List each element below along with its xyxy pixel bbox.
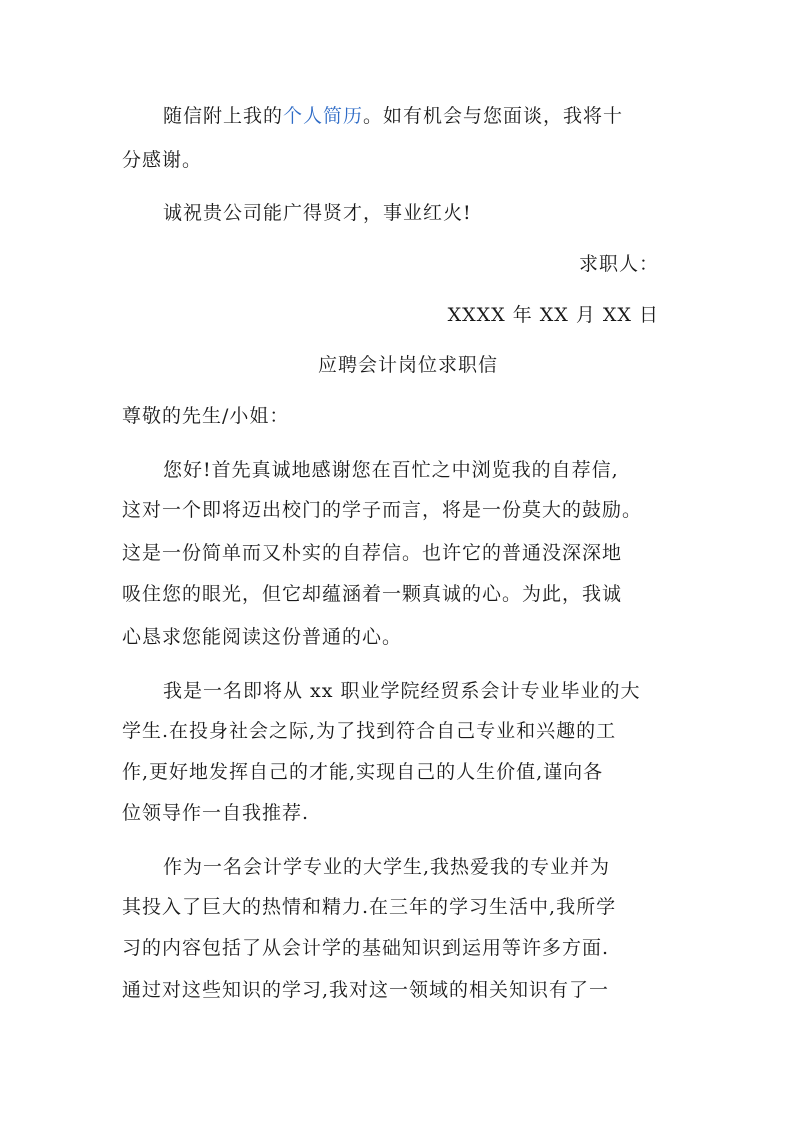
paragraph-line: 作为一名会计学专业的大学生,我热爱我的专业并为: [163, 856, 611, 878]
date-line: XXXX 年 XX 月 XX 日: [447, 304, 659, 326]
letter-title: 应聘会计岗位求职信: [318, 354, 499, 376]
paragraph-line: 我是一名即将从 xx 职业学院经贸系会计专业毕业的大: [163, 680, 641, 702]
paragraph-line: 这是一份简单而又朴实的自荐信。也许它的普通没深深地: [122, 542, 623, 564]
salutation: 尊敬的先生/小姐：: [122, 405, 290, 427]
closing-wish: 诚祝贵公司能广得贤才，事业红火!: [163, 202, 472, 224]
paragraph-attachment-line-1: [163, 104, 623, 128]
attachment-text-before: 随信附上我的: [163, 105, 284, 127]
paragraph-line: 这对一个即将迈出校门的学子而言，将是一份莫大的鼓励。: [122, 499, 643, 521]
paragraph-line: 通过对这些知识的学习,我对这一领域的相关知识有了一: [122, 979, 610, 1001]
paragraph-line: 您好!首先真诚地感谢您在百忙之中浏览我的自荐信,: [163, 459, 619, 481]
paragraph-line: 其投入了巨大的热情和精力.在三年的学习生活中,我所学: [122, 896, 617, 918]
paragraph-line: 位领导作一自我推荐.: [122, 802, 310, 824]
paragraph-attachment-line-2: 分感谢。: [122, 149, 203, 171]
paragraph-line: 吸住您的眼光，但它却蕴涵着一颗真诚的心。为此，我诚: [122, 583, 623, 605]
paragraph-line: 作,更好地发挥自己的才能,实现自己的人生价值,谨向各: [122, 761, 604, 783]
resume-link[interactable]: 个人简历: [283, 105, 364, 127]
attachment-text-after: 。如有机会与您面谈，我将十: [363, 105, 624, 127]
paragraph-line: 学生.在投身社会之际,为了找到符合自己专业和兴趣的工: [122, 720, 617, 742]
signature-label: 求职人：: [578, 253, 659, 275]
paragraph-line: 心恳求您能阅读这份普通的心。: [122, 626, 403, 648]
paragraph-line: 习的内容包括了从会计学的基础知识到运用等许多方面.: [122, 937, 610, 959]
